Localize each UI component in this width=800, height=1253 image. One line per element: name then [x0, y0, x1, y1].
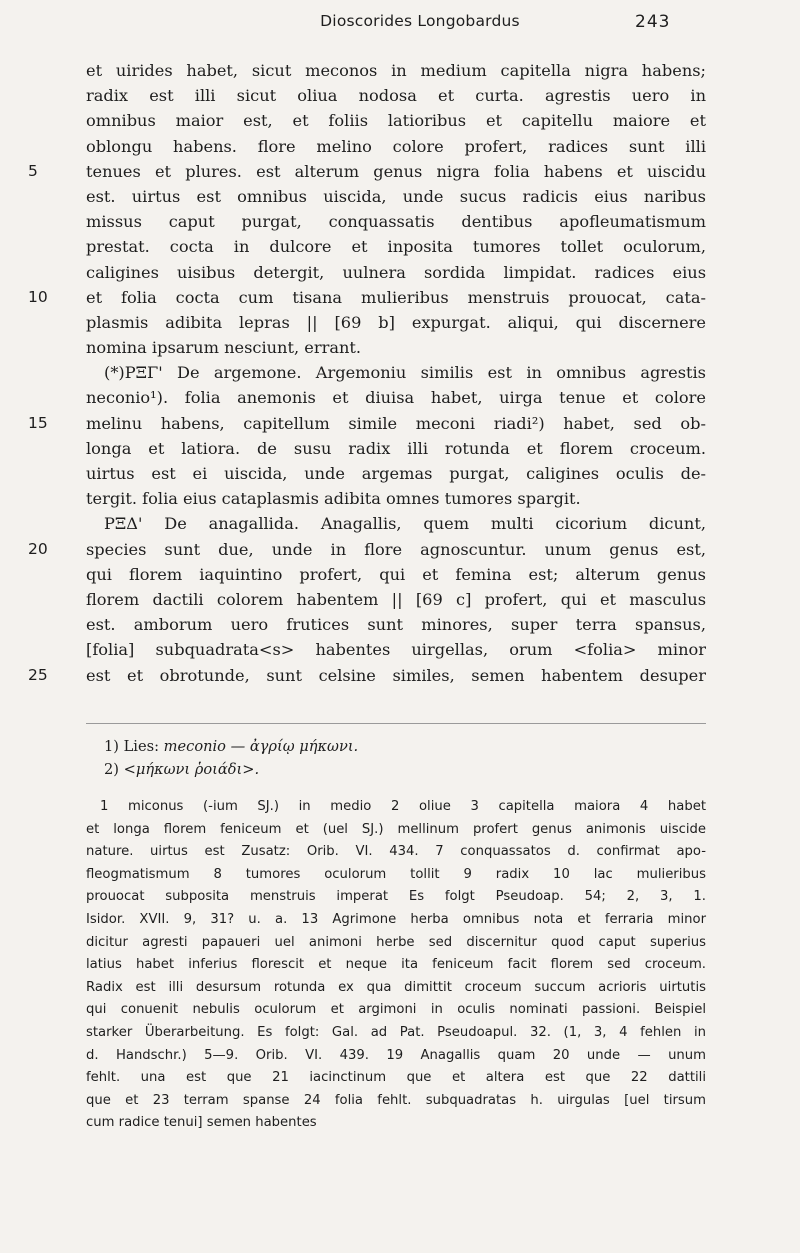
apparatus-line: starker Überarbeitung. Es folgt: Gal. ad Pat. Pseudoapul. 32. (1, 3, 4 fehlen in: [86, 1024, 706, 1040]
footnote-2: [104, 758, 704, 781]
apparatus-line: 1 miconus (-ium SJ.) in medio 2 oliue 3 capitella maiora 4 habet: [100, 799, 706, 814]
text-line: [0, 184, 800, 209]
line-text: nomina ipsarum nesciunt, errant.: [86, 338, 362, 358]
line-text: missus caput purgat, conquassatis dentibus apofleumatismum: [86, 212, 706, 232]
apparatus-line: latius habet inferius florescit et neque ita feniceum facit florem sed croceum.: [86, 957, 706, 973]
text-line: [0, 486, 800, 511]
text-line: [0, 436, 800, 461]
text-line: [0, 637, 800, 662]
section-heading-argemone: (*)ΡΞΓ' De argemone. Argemoniu similis est in omnibus agrestis: [104, 363, 706, 383]
text-line: [0, 537, 800, 562]
text-line: [0, 461, 800, 486]
text-line: [0, 587, 800, 612]
apparatus-line: cum radice tenui] semen habentes: [86, 1115, 317, 1131]
text-line: [0, 360, 800, 385]
line-text: et uirides habet, sicut meconos in medium capitella nigra habens;: [86, 61, 706, 80]
line-text: [folia] subquadrata<s> habentes uirgellas, orum <folia> minor: [86, 640, 706, 660]
line-text: oblongu habens. flore melino colore profert, radices sunt illi: [86, 136, 706, 156]
line-text: plasmis adibita lepras || [69 b] expurgat. aliqui, qui discernere: [86, 312, 706, 332]
text-line: [0, 663, 800, 688]
line-number: 15: [28, 413, 48, 432]
apparatus-line: nature. uirtus est Zusatz: Orib. VI. 434. 7 conquassatos d. confirmat apo-: [86, 844, 706, 860]
text-line: [0, 335, 800, 360]
line-number: 10: [28, 287, 48, 306]
line-number: 25: [28, 665, 48, 684]
text-line: [0, 511, 800, 536]
apparatus-line: dicitur agresti papaueri uel animoni herbe sed discernitur quod caput superius: [86, 934, 706, 950]
text-line: [0, 134, 800, 159]
apparatus-line: prouocat subposita menstruis imperat Es folgt Pseudoap. 54; 2, 3, 1.: [86, 889, 706, 905]
line-text: est. uirtus est omnibus uiscida, unde sucus radicis eius naribus: [86, 186, 706, 206]
line-text: species sunt due, unde in flore agnoscuntur. unum genus est,: [86, 539, 706, 559]
line-text: neconio¹). folia anemonis et diuisa habet, uirga tenue et colore: [86, 388, 706, 408]
line-text: melinu habens, capitellum simile meconi riadi²) habet, sed ob-: [86, 413, 706, 433]
line-text: longa et latiora. de susu radix illi rotunda et florem croceum.: [86, 438, 706, 458]
line-text: florem dactili colorem habentem || [69 c] profert, qui et masculus: [86, 589, 706, 609]
text-line: [0, 385, 800, 410]
line-number: 5: [28, 161, 38, 180]
text-line: [0, 209, 800, 234]
footnote-label: 1) Lies:: [104, 738, 160, 755]
footnote-label: 2): [104, 761, 119, 778]
main-text: [0, 58, 800, 688]
running-title: Dioscorides Longobardus: [320, 12, 520, 30]
text-line: [0, 285, 800, 310]
apparatus-line: que et 23 terram spanse 24 folia fehlt. subquadratas h. uirgulas [uel tirsum: [86, 1092, 706, 1108]
footnote-1: [104, 735, 704, 758]
line-text: radix est illi sicut oliua nodosa et curta. agrestis uero in: [86, 86, 706, 106]
apparatus-line: Isidor. XVII. 9, 31? u. a. 13 Agrimone herba omnibus nota et ferraria minor: [86, 911, 706, 927]
line-text: tenues et plures. est alterum genus nigra folia habens et uiscidu: [86, 161, 706, 181]
apparatus-line: Radix est illi desursum rotunda ex qua dimittit croceum succum acrioris uirtutis: [86, 979, 706, 995]
apparatus-line: et longa florem feniceum et (uel SJ.) mellinum profert genus animonis uiscide: [86, 821, 706, 837]
text-line: [0, 310, 800, 335]
apparatus-line: qui conuenit nebulis oculorum et argimoni in oculis nominati passioni. Beispiel: [86, 1002, 706, 1018]
text-line: [0, 234, 800, 259]
line-text: omnibus maior est, et foliis latioribus et capitellu maiore et: [86, 111, 706, 131]
text-line: [0, 159, 800, 184]
footnote-text: <μήκωνι ῥοιάδι>.: [123, 761, 260, 778]
text-line: [0, 108, 800, 133]
apparatus-line: fleogmatismum 8 tumores oculorum tollit 9 radix 10 lac mulieribus: [86, 866, 706, 882]
line-text: et folia cocta cum tisana mulieribus menstruis prouocat, cata-: [86, 287, 706, 307]
text-line: [0, 83, 800, 108]
footnote-text: meconio — ἀγρίῳ μήκωνι.: [163, 738, 359, 755]
text-line: [0, 260, 800, 285]
apparatus-line: d. Handschr.) 5—9. Orib. VI. 439. 19 Anagallis quam 20 unde — unum: [86, 1047, 706, 1063]
apparatus-line: fehlt. una est que 21 iacinctinum que et altera est que 22 dattili: [86, 1070, 706, 1086]
line-text: est. amborum uero frutices sunt minores, super terra spansus,: [86, 615, 706, 635]
line-text: uirtus est ei uiscida, unde argemas purgat, caligines oculis de-: [86, 464, 706, 483]
line-text: caligines uisibus detergit, uulnera sordida limpidat. radices eius: [86, 262, 706, 282]
line-text: prestat. cocta in dulcore et inposita tumores tollet oculorum,: [86, 237, 706, 257]
text-line: [0, 562, 800, 587]
text-line: [0, 612, 800, 637]
footnotes: [104, 735, 704, 781]
line-text: est et obrotunde, sunt celsine similes, semen habentem desuper: [86, 665, 706, 685]
footnote-divider: [86, 723, 706, 724]
text-line: [0, 58, 800, 83]
line-number: 20: [28, 539, 48, 558]
line-text: tergit. folia eius cataplasmis adibita omnes tumores spargit.: [86, 489, 581, 509]
critical-apparatus: [86, 796, 706, 1135]
page-number: 243: [635, 12, 671, 32]
text-line: [0, 411, 800, 436]
line-text: qui florem iaquintino profert, qui et femina est; alterum genus: [86, 564, 706, 584]
section-heading-anagallis: ΡΞΔ' De anagallida. Anagallis, quem multi cicorium dicunt,: [104, 514, 706, 534]
